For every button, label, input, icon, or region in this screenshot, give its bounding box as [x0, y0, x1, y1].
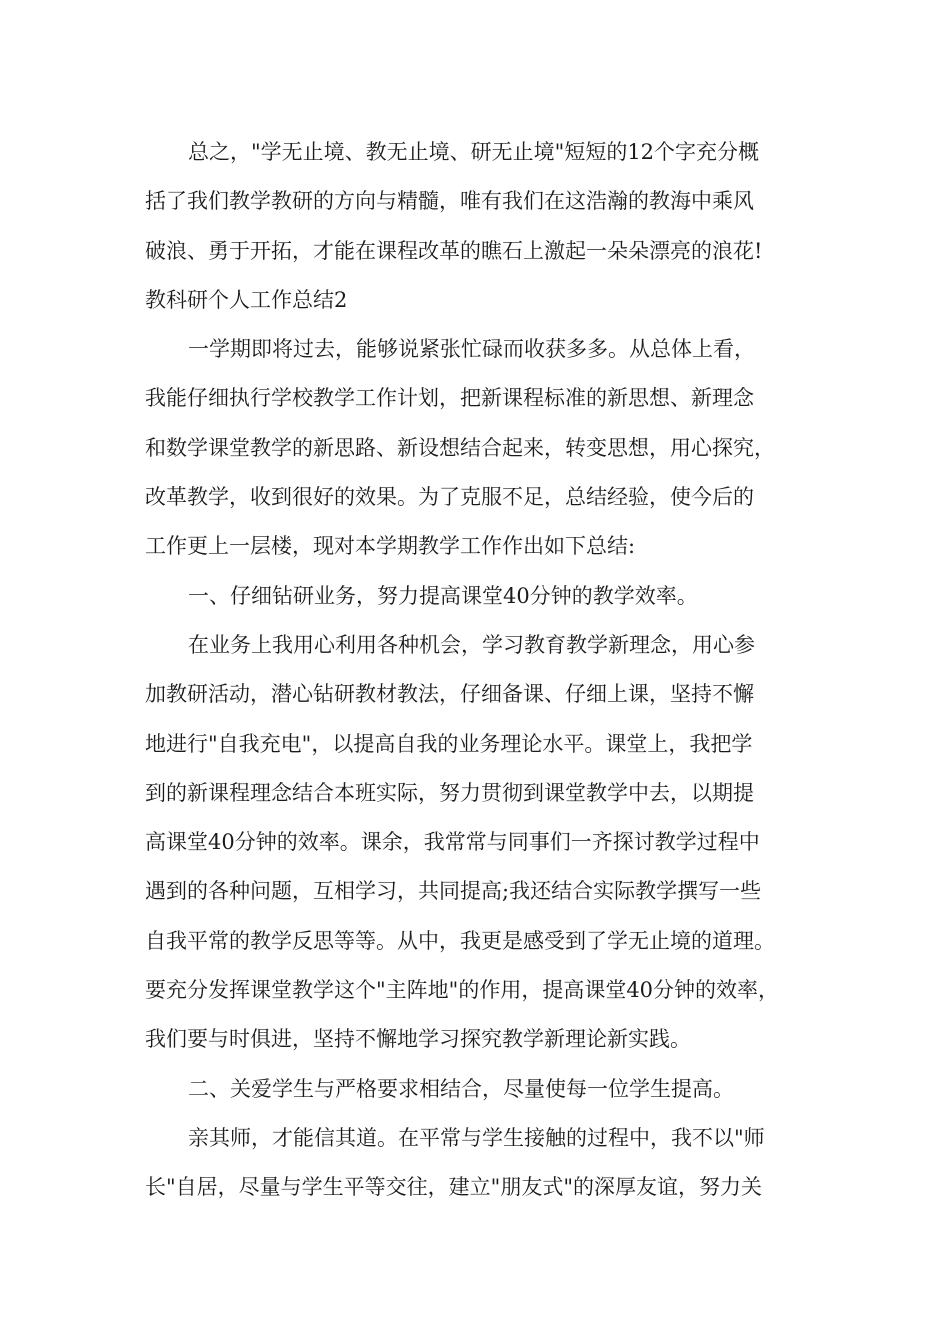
text-line: 高课堂40分钟的效率。课余，我常常与同事们一齐探讨教学过程中 — [145, 830, 760, 855]
text-line: 总之，"学无止境、教无止境、研无止境"短短的12个字充分概 — [188, 140, 760, 164]
text-line: 要充分发挥课堂教学这个"主阵地"的作用，提高课堂40分钟的效率， — [145, 978, 780, 1003]
text-line: 自我平常的教学反思等等。从中，我更是感受到了学无止境的道理。 — [145, 928, 775, 953]
text-line: 教科研个人工作总结2 — [145, 287, 348, 312]
text-line: 和数学课堂教学的新思路、新设想结合起来，转变思想，用心探究， — [145, 435, 775, 460]
text-line: 改革教学，收到很好的效果。为了克服不足，总结经验，使今后的 — [145, 485, 754, 510]
text-line: 我们要与时俱进，坚持不懈地学习探究教学新理论新实践。 — [145, 1027, 691, 1052]
text-line: 到的新课程理念结合本班实际，努力贯彻到课堂教学中去，以期提 — [145, 780, 754, 805]
text-line: 在业务上我用心利用各种机会，学习教育教学新理念，用心参 — [188, 632, 755, 657]
document-body — [145, 128, 825, 1213]
text-line: 工作更上一层楼，现对本学期教学工作作出如下总结: — [145, 534, 636, 559]
text-line: 一学期即将过去，能够说紧张忙碌而收获多多。从总体上看， — [188, 337, 755, 362]
text-line: 二、关爱学生与严格要求相结合，尽量使每一位学生提高。 — [188, 1076, 734, 1101]
text-line: 亲其师，才能信其道。在平常与学生接触的过程中，我不以"师 — [188, 1125, 765, 1150]
text-line: 括了我们教学教研的方向与精髓，唯有我们在这浩瀚的教海中乘风 — [145, 189, 754, 214]
text-line: 我能仔细执行学校教学工作计划，把新课程标准的新思想、新理念 — [145, 386, 754, 411]
text-line: 一、仔细钻研业务，努力提高课堂40分钟的教学效率。 — [188, 583, 698, 608]
text-line: 破浪、勇于开拓，才能在课程改革的瞧石上激起一朵朵漂亮的浪花! — [145, 238, 763, 263]
text-line: 长"自居，尽量与学生平等交往，建立"朋友式"的深厚友谊，努力关 — [145, 1175, 762, 1200]
text-line: 遇到的各种问题，互相学习，共同提高;我还结合实际教学撰写一些 — [145, 879, 762, 904]
text-line: 地进行"自我充电"，以提高自我的业务理论水平。课堂上，我把学 — [145, 731, 753, 756]
text-line: 加教研活动，潜心钻研教材教法，仔细备课、仔细上课，坚持不懈 — [145, 682, 754, 707]
